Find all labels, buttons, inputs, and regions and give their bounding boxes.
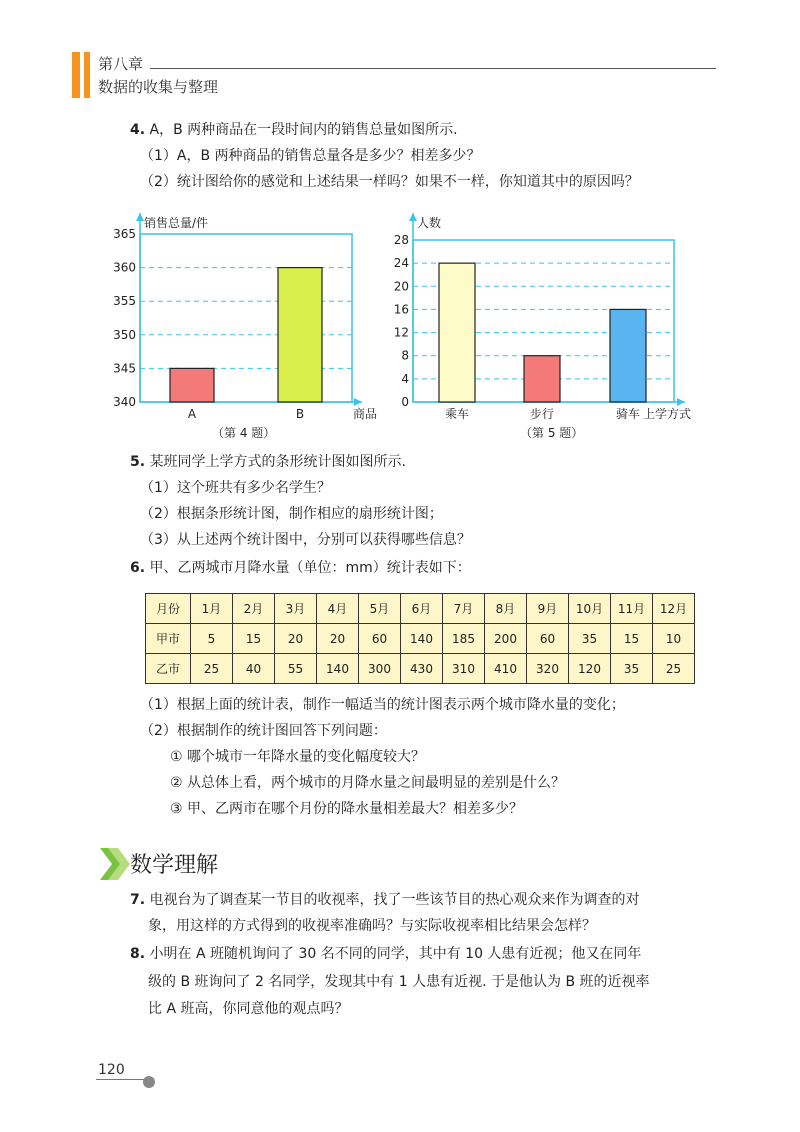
table-cell: 20 <box>317 624 359 654</box>
table-header-cell: 3月 <box>275 594 317 624</box>
question-text: A，B 两种商品在一段时间内的销售总量如图所示. <box>149 122 458 138</box>
question-6-stem <box>130 558 471 578</box>
table-header-cell: 2月 <box>233 594 275 624</box>
question-6-item-3: ③ 甲、乙两市在哪个月份的降水量相差最大？相差多少？ <box>170 801 523 817</box>
table-header-cell: 10月 <box>569 594 611 624</box>
table-header-cell: 8月 <box>485 594 527 624</box>
y-tick-label: 16 <box>393 302 409 317</box>
x-axis-arrow <box>354 398 362 406</box>
x-axis-label: 商品 <box>353 407 378 421</box>
table-cell: 320 <box>527 654 569 684</box>
page-number: 120 <box>98 1062 125 1078</box>
table-cell: 140 <box>401 624 443 654</box>
chapter-title: 数据的收集与整理 <box>98 78 219 96</box>
question-number: 7. <box>130 892 146 908</box>
header-accent-bar <box>72 52 80 98</box>
table-cell: 310 <box>443 654 485 684</box>
y-tick-label: 360 <box>113 260 136 275</box>
y-tick-label: 28 <box>393 233 409 247</box>
table-row-city-b <box>146 654 695 684</box>
table-cell: 185 <box>443 624 485 654</box>
x-tick-label: 步行 <box>529 407 555 421</box>
table-header-cell: 11月 <box>611 594 653 624</box>
question-number: 6. <box>130 560 146 576</box>
table-cell: 40 <box>233 654 275 684</box>
question-8-line-2: 级的 B 班询问了 2 名同学，发现其中有 1 人患有近视. 于是他认为 B 班的近视率 <box>148 974 650 990</box>
question-7-line-1 <box>130 890 640 910</box>
table-row-city-a <box>146 624 695 654</box>
question-number: 5. <box>130 454 146 470</box>
question-text: 某班同学上学方式的条形统计图如图所示. <box>149 454 406 470</box>
question-6-item-1: ① 哪个城市一年降水量的变化幅度较大？ <box>170 749 425 765</box>
question-6-item-2: ② 从总体上看，两个城市的月降水量之间最明显的差别是什么？ <box>170 775 565 791</box>
rainfall-table <box>145 593 695 684</box>
x-axis-arrow <box>677 398 685 406</box>
table-header-cell: 5月 <box>359 594 401 624</box>
question-text: 小明在 A 班随机询问了 30 名不同的同学，其中有 10 人患有近视；他又在同年 <box>149 946 642 962</box>
y-tick-label: 4 <box>401 371 409 386</box>
table-header-cell: 12月 <box>653 594 695 624</box>
x-tick-label: B <box>295 407 305 421</box>
table-cell: 55 <box>275 654 317 684</box>
bar <box>278 268 322 402</box>
table-cell: 35 <box>611 654 653 684</box>
y-tick-label: 345 <box>113 361 136 376</box>
x-tick-label: 骑车 <box>615 407 641 421</box>
question-5-part-3: （3）从上述两个统计图中，分别可以获得哪些信息？ <box>140 532 471 548</box>
chart-q4-sales <box>100 205 390 440</box>
table-header-cell: 4月 <box>317 594 359 624</box>
y-axis-arrow <box>136 213 144 221</box>
page-number-rule <box>96 1079 148 1080</box>
table-cell: 300 <box>359 654 401 684</box>
x-tick-label: 乘车 <box>444 407 470 421</box>
question-text: 电视台为了调查某一节目的收视率，找了一些该节目的热心观众来作为调查的对 <box>149 892 640 908</box>
question-6-part-2: （2）根据制作的统计图回答下列问题： <box>140 723 387 739</box>
table-cell: 35 <box>569 624 611 654</box>
question-8-line-3: 比 A 班高，你同意他的观点吗？ <box>148 1001 349 1017</box>
table-cell: 60 <box>527 624 569 654</box>
y-tick-label: 365 <box>113 227 136 241</box>
table-cell: 10 <box>653 624 695 654</box>
y-axis-arrow <box>409 213 417 221</box>
table-header-cell: 6月 <box>401 594 443 624</box>
question-5-part-1: （1）这个班共有多少名学生？ <box>140 480 331 496</box>
table-cell: 乙市 <box>146 654 191 684</box>
y-tick-label: 350 <box>113 327 136 342</box>
question-8-line-1 <box>130 944 641 964</box>
table-header-row <box>146 594 695 624</box>
chart-q4-caption: （第 4 题） <box>212 426 276 440</box>
question-5-part-2: （2）根据条形统计图，制作相应的扇形统计图； <box>140 506 443 522</box>
section-title: 数学理解 <box>130 853 219 878</box>
bar <box>170 368 214 402</box>
bar <box>610 309 646 402</box>
table-cell: 25 <box>191 654 233 684</box>
question-number: 4. <box>130 122 146 138</box>
y-axis-label: 销售总量/件 <box>144 216 209 230</box>
x-axis-label: 上学方式 <box>643 407 692 421</box>
table-cell: 20 <box>275 624 317 654</box>
x-tick-label: A <box>187 407 197 421</box>
header-rule <box>150 68 716 69</box>
table-cell: 15 <box>611 624 653 654</box>
table-cell: 25 <box>653 654 695 684</box>
table-cell: 15 <box>233 624 275 654</box>
table-header-cell: 1月 <box>191 594 233 624</box>
y-tick-label: 340 <box>113 395 136 409</box>
table-cell: 140 <box>317 654 359 684</box>
question-text: 甲、乙两城市月降水量（单位：mm）统计表如下： <box>149 560 471 576</box>
question-4-part-2: （2）统计图给你的感觉和上述结果一样吗？如果不一样，你知道其中的原因吗？ <box>140 174 639 190</box>
question-4-part-1: （1）A，B 两种商品的销售总量各是多少？相差多少？ <box>140 148 481 164</box>
table-cell: 60 <box>359 624 401 654</box>
table-header-cell: 月份 <box>146 594 191 624</box>
y-tick-label: 8 <box>401 348 409 363</box>
y-tick-label: 20 <box>393 279 409 294</box>
bar <box>439 263 475 402</box>
y-tick-label: 24 <box>393 256 409 271</box>
table-cell: 甲市 <box>146 624 191 654</box>
header-accent-bar-thin <box>84 52 90 98</box>
page-dot <box>143 1076 155 1088</box>
table-cell: 120 <box>569 654 611 684</box>
bar <box>524 356 560 402</box>
question-6-part-1: （1）根据上面的统计表，制作一幅适当的统计图表示两个城市降水量的变化； <box>140 697 625 713</box>
question-number: 8. <box>130 946 146 962</box>
table-cell: 410 <box>485 654 527 684</box>
chevron-arrows-icon <box>100 846 130 882</box>
y-tick-label: 12 <box>393 325 409 340</box>
table-cell: 200 <box>485 624 527 654</box>
y-tick-label: 0 <box>401 395 409 409</box>
question-5-stem <box>130 452 406 472</box>
table-header-cell: 9月 <box>527 594 569 624</box>
table-cell: 430 <box>401 654 443 684</box>
y-axis-label: 人数 <box>417 216 442 230</box>
table-header-cell: 7月 <box>443 594 485 624</box>
y-tick-label: 355 <box>113 294 136 309</box>
table-cell: 5 <box>191 624 233 654</box>
question-7-line-2: 象，用这样的方式得到的收视率准确吗？与实际收视率相比结果会怎样？ <box>148 918 596 934</box>
chapter-label: 第八章 <box>98 55 144 73</box>
question-4-stem <box>130 120 458 140</box>
chart-q5-caption: （第 5 题） <box>520 426 584 440</box>
chart-q5-commute <box>385 205 705 440</box>
